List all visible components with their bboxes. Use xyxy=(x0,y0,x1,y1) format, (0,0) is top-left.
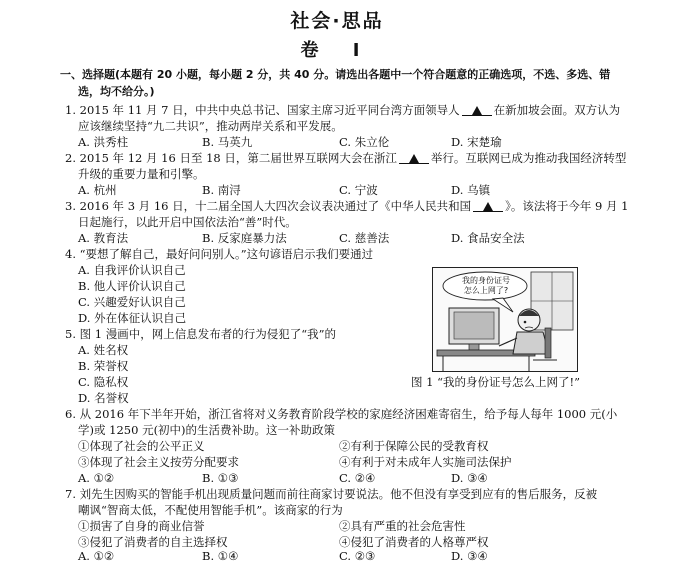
section-heading-line-1: 一、选择题(本题有 20 小题，每小题 2 分，共 40 分。请选出各题中一个符合题意的正确选项，不选、多选、错 xyxy=(60,68,611,81)
q4-option-d: D. 外在体征认识自己 xyxy=(78,311,187,325)
triangle-icon xyxy=(409,154,419,163)
q5-option-a: A. 姓名权 xyxy=(78,343,129,357)
q5-option-b: B. 荣誉权 xyxy=(78,359,129,373)
q3-option-a: A. 教育法 xyxy=(78,231,129,245)
speech-bubble-line-1: 我的身份证号 xyxy=(462,276,510,285)
q4-option-a: A. 自我评价认识自己 xyxy=(78,263,186,277)
speech-bubble-line-2: 怎么上网了? xyxy=(463,286,509,295)
q7-option-d: D. ③④ xyxy=(451,549,488,563)
q5-option-d: D. 名誉权 xyxy=(78,391,129,405)
q3-option-b: B. 反家庭暴力法 xyxy=(202,231,287,245)
answer-blank xyxy=(460,102,494,118)
page-title: 社会·思品 xyxy=(290,10,384,32)
q6-stem-line-2: 学)或 1250 元(初中)的生活费补助。这一补助政策 xyxy=(78,423,336,437)
q2-stem-line-2: 升级的重要力量和引擎。 xyxy=(78,167,205,181)
paper-part-title: 卷 I xyxy=(300,40,374,61)
answer-blank xyxy=(471,198,505,214)
q1-stem xyxy=(65,102,620,118)
q2-stem-part-b: 举行。互联网已成为推动我国经济转型 xyxy=(430,151,627,165)
q6-option-a: A. ①② xyxy=(78,471,115,485)
section-heading-line-2: 选，均不给分。) xyxy=(78,85,155,98)
q7-stem-line-2: 嘲讽“智商太低，不配使用智能手机”。该商家的行为 xyxy=(78,503,343,517)
q4-option-c: C. 兴趣爱好认识自己 xyxy=(78,295,186,309)
q7-statement-4: ④侵犯了消费者的人格尊严权 xyxy=(339,535,489,549)
q7-statement-1: ①损害了自身的商业信誉 xyxy=(78,519,205,533)
q7-option-c: C. ②③ xyxy=(339,549,376,563)
q1-option-b: B. 马英九 xyxy=(202,135,253,149)
q2-option-a: A. 杭州 xyxy=(78,183,117,197)
q2-stem-part-a: 2. 2015 年 12 月 16 日至 18 日，第二届世界互联网大会在浙江 xyxy=(65,151,397,165)
q1-option-a: A. 洪秀柱 xyxy=(78,135,129,149)
answer-blank xyxy=(397,150,431,166)
q6-option-b: B. ①③ xyxy=(202,471,239,485)
q6-statement-4: ④有利于对未成年人实施司法保护 xyxy=(339,455,512,469)
q7-statement-2: ②具有严重的社会危害性 xyxy=(339,519,466,533)
q3-stem-part-b: 》。该法将于今年 9 月 1 xyxy=(505,199,629,213)
q2-option-b: B. 南浔 xyxy=(202,183,241,197)
q2-option-c: C. 宁波 xyxy=(339,183,378,197)
q6-option-c: C. ②④ xyxy=(339,471,376,485)
q3-stem xyxy=(65,198,628,214)
q1-stem-part-a: 1. 2015 年 11 月 7 日，中共中央总书记、国家主席习近平同台湾方面领导人 xyxy=(65,103,460,117)
q3-option-c: C. 慈善法 xyxy=(339,231,390,245)
q3-stem-line-2: 日起施行，以此开启中国依法治“善”时代。 xyxy=(78,215,297,229)
q6-statement-1: ①体现了社会的公平正义 xyxy=(78,439,205,453)
q7-option-a: A. ①② xyxy=(78,549,115,563)
triangle-icon xyxy=(472,106,482,115)
triangle-icon xyxy=(483,202,493,211)
q1-option-c: C. 朱立伦 xyxy=(339,135,390,149)
q4-option-b: B. 他人评价认识自己 xyxy=(78,279,186,293)
q1-option-d: D. 宋楚瑜 xyxy=(451,135,502,149)
q1-stem-line-2: 应该继续坚持“九二共识”，推动两岸关系和平发展。 xyxy=(78,119,343,133)
q2-stem xyxy=(65,150,626,166)
q7-stem-line-1: 7. 刘先生因购买的智能手机出现质量问题而前往商家讨要说法。他不但没有享受到应有的售后服务，反被 xyxy=(65,487,598,501)
q5-option-c: C. 隐私权 xyxy=(78,375,129,389)
q6-statement-2: ②有利于保障公民的受教育权 xyxy=(339,439,489,453)
q2-option-d: D. 乌镇 xyxy=(451,183,491,197)
figure-1-caption: 图 1 “我的身份证号怎么上网了!” xyxy=(411,375,581,389)
q6-stem-line-1: 6. 从 2016 年下半年开始，浙江省将对义务教育阶段学校的家庭经济困难寄宿生，给予每人每年 1000 元(小 xyxy=(65,407,618,421)
q7-option-b: B. ①④ xyxy=(202,549,239,563)
q3-stem-part-a: 3. 2016 年 3 月 16 日，十二届全国人大四次会议表决通过了《中华人民共和国 xyxy=(65,199,472,213)
q1-stem-part-b: 在新加坡会面。双方认为 xyxy=(493,103,621,117)
q6-statement-3: ③体现了社会主义按劳分配要求 xyxy=(78,455,239,469)
q6-option-d: D. ③④ xyxy=(451,471,488,485)
q7-statement-3: ③侵犯了消费者的自主选择权 xyxy=(78,535,228,549)
q4-stem: 4. “要想了解自己，最好问问别人。”这句谚语启示我们要通过 xyxy=(65,247,374,261)
speech-bubble-text xyxy=(455,276,517,296)
figure-1-cartoon xyxy=(432,267,578,372)
q3-option-d: D. 食品安全法 xyxy=(451,231,525,245)
q5-stem: 5. 图 1 漫画中，网上信息发布者的行为侵犯了“我”的 xyxy=(65,327,337,341)
